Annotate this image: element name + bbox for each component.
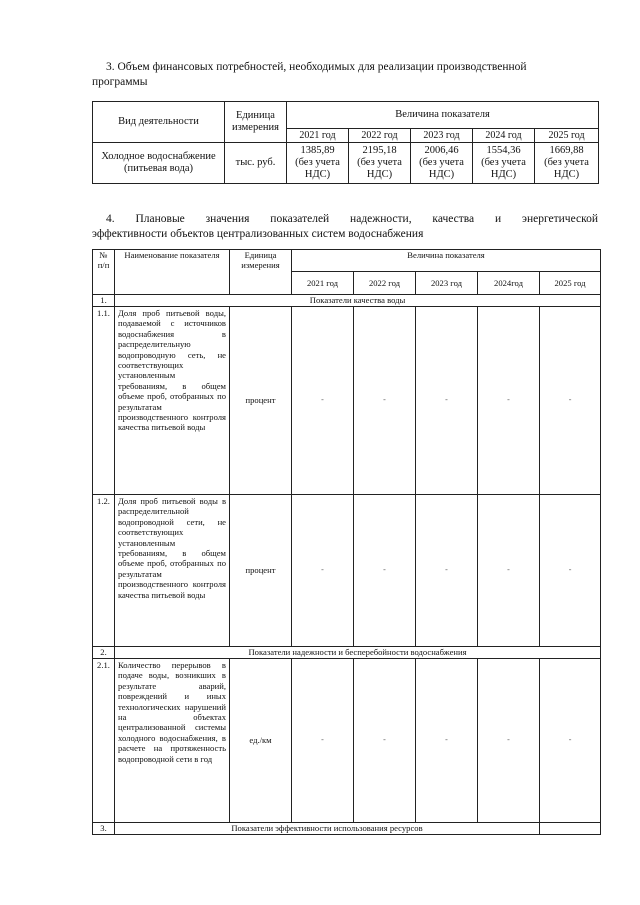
value-amount: 1385,89 [300,145,335,156]
value-note: (без учета НДС) [357,157,402,180]
col-unit-header: Единица измерения [230,250,292,295]
value-cell: - [292,659,354,823]
year-header: 2025 год [535,129,599,143]
year-header: 2021 год [287,129,349,143]
value-amount: 1554,36 [486,145,521,156]
value-amount: 2006,46 [424,145,459,156]
unit-cell: процент [230,307,292,495]
reliability-indicators-table [92,249,601,835]
section-num: 2. [93,647,115,659]
value-cell: - [416,495,478,647]
row-num: 1.2. [93,495,115,647]
section-row [93,647,601,659]
section4-title-line1: 4. Плановые значения показателей надежности, качества и энергетической [106,213,598,225]
value-note: (без учета НДС) [295,157,340,180]
value-cell [535,143,599,184]
value-cell: - [416,659,478,823]
year-header: 2023 год [411,129,473,143]
row-num: 1.1. [93,307,115,495]
value-cell: - [292,307,354,495]
year-header: 2022 год [354,272,416,295]
empty-cell [540,823,601,835]
unit-cell: процент [230,495,292,647]
value-cell [349,143,411,184]
table-row [93,307,601,495]
col-value-header: Величина показателя [292,250,601,272]
value-cell [411,143,473,184]
unit-cell: тыс. руб. [225,143,287,184]
section-row [93,295,601,307]
col-name-header: Наименование показателя [115,250,230,295]
section-row [93,823,601,835]
value-amount: 2195,18 [362,145,397,156]
col-unit-header: Единица измерения [225,102,287,143]
year-header: 2024год [478,272,540,295]
value-cell: - [354,307,416,495]
unit-cell: ед./км [230,659,292,823]
section-num: 3. [93,823,115,835]
value-cell: - [354,495,416,647]
year-header: 2025 год [540,272,601,295]
value-cell [287,143,349,184]
section-num: 1. [93,295,115,307]
activity-cell: Холодное водоснабжение (питьевая вода) [93,143,225,184]
value-cell: - [478,659,540,823]
section4-title-line2: эффективности объектов централизованных систем водоснабжения [92,228,424,240]
table-row [93,659,601,823]
value-cell: - [478,307,540,495]
section-title: Показатели эффективности использования ресурсов [115,823,540,835]
value-note: (без учета НДС) [481,157,526,180]
col-num-header: № п/п [93,250,115,295]
value-note: (без учета НДС) [544,157,589,180]
indicator-name: Количество перерывов в подаче воды, возникших в результате аварий, повреждений и иных технологических нарушений на объектах централизованной системы холодного водоснабжения, в расчете на протяженность водопроводной сети в год [115,659,230,823]
col-activity-header: Вид деятельности [93,102,225,143]
value-cell: - [540,495,601,647]
indicator-name: Доля проб питьевой воды, подаваемой с источников водоснабжения в распределительную водопроводную сеть, не соответствующих установленным требованиям, в общем объеме проб, отобранных по результатам производственного контроля качества питьевой воды [115,307,230,495]
year-header: 2023 год [416,272,478,295]
section3-title-line2: программы [92,76,148,88]
section-title: Показатели качества воды [115,295,601,307]
section4-heading [92,212,598,242]
section-title: Показатели надежности и бесперебойности водоснабжения [115,647,601,659]
year-header: 2022 год [349,129,411,143]
indicator-name: Доля проб питьевой воды в распределительной водопроводной сети, не соответствующих установленным требованиям, в общем объеме проб, отобранных по результатам производственного контроля качества питьевой воды [115,495,230,647]
value-note: (без учета НДС) [419,157,464,180]
value-cell [473,143,535,184]
table-row [93,495,601,647]
col-value-header: Величина показателя [287,102,599,129]
section3-heading [92,60,602,90]
financial-needs-table [92,101,599,184]
section3-title-line1: 3. Объем финансовых потребностей, необходимых для реализации производственной [106,61,527,73]
value-cell: - [416,307,478,495]
year-header: 2021 год [292,272,354,295]
value-amount: 1669,88 [549,145,584,156]
value-cell: - [540,307,601,495]
value-cell: - [478,495,540,647]
row-num: 2.1. [93,659,115,823]
year-header: 2024 год [473,129,535,143]
value-cell: - [354,659,416,823]
table-row [93,143,599,184]
value-cell: - [540,659,601,823]
value-cell: - [292,495,354,647]
